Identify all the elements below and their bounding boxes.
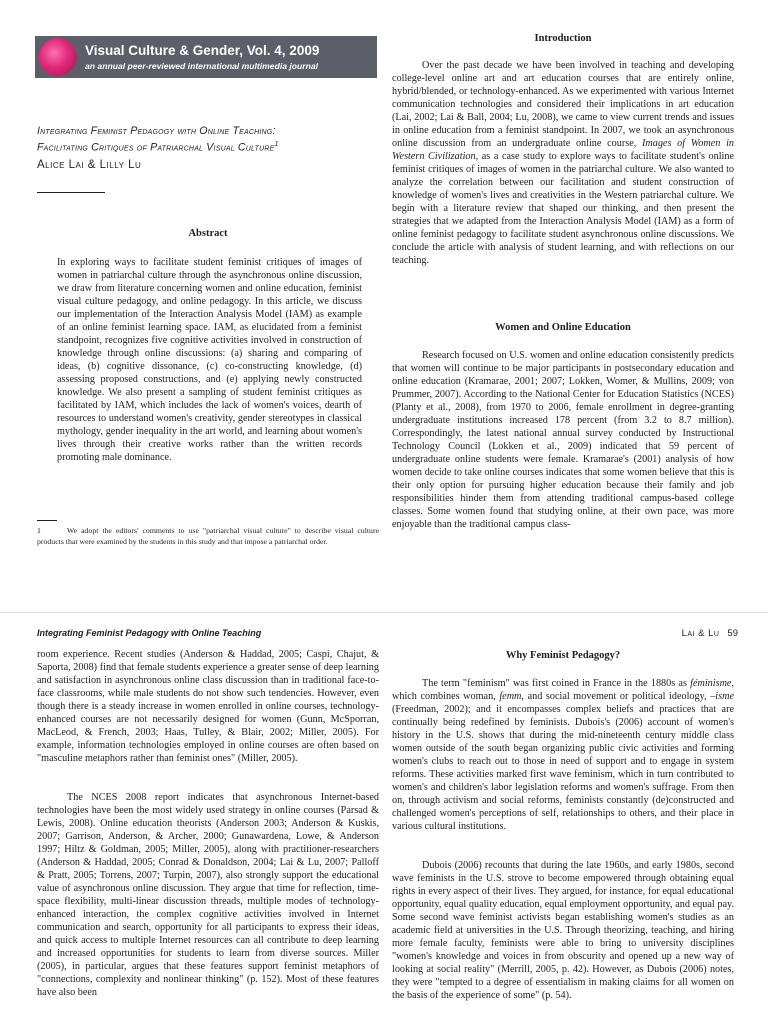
abstract-heading: Abstract — [188, 228, 228, 239]
footnote-number: 1 — [37, 526, 41, 535]
running-header-authors: Lai & Lu — [681, 628, 720, 639]
intro-text-b: , as a case study to explore ways to facilitate student's online feminist critiques of images of women in the patriarchal culture. We also wanted to analyze the correlation between our facilitation and student construction of knowledge of women's lives and creativities in the Western patriarchal culture. We begin with a literature review that shaped our thinking, and then present the strategies that we adapted from the Interaction Analysis Model (IAM) as a form of online feminist pedagogy to facilitate student asynchronous online discussions. We conclude the article with analysis of student learning, and with reflections on our teaching. — [392, 151, 734, 266]
introduction-heading-wrap — [392, 33, 734, 44]
abstract-heading-wrap — [37, 228, 379, 239]
introduction-paragraph — [392, 59, 734, 267]
title-divider — [37, 192, 105, 193]
journal-banner — [35, 36, 377, 78]
article-title-line1: Integrating Feminist Pedagogy with Online Teaching: — [37, 125, 276, 137]
running-header-title: Integrating Feminist Pedagogy with Online Teaching — [37, 628, 262, 638]
journal-logo-icon — [39, 38, 77, 76]
women-online-heading-wrap — [392, 322, 734, 333]
why-feminist-paragraph-1 — [392, 677, 734, 833]
why-term-isme: –isme — [710, 691, 734, 702]
why-term-femm: femm — [499, 691, 522, 702]
why-text-c: , and social movement or political ideology, — [521, 691, 711, 702]
footnote-text: We adopt the editors' comments to use "patriarchal visual culture" to describe visual culture products that were examined by the students in this study and that impose a patriarchal order. — [37, 526, 379, 546]
page-number: 59 — [727, 628, 738, 639]
page2-left-paragraph-2: The NCES 2008 report indicates that asynchronous Internet-based technologies have been the most widely used strategy in online courses (Parsad & Lewis, 2008). Online education theorists (Anderson 2003; Anderson & Kuskis, 2007; Garrison, Anderson, & Archer, 2000; Gunawardena, Lowe, & Anderson 1997; Hiltz & Goldman, 2005; Miller, 2005), along with practitioner-researchers (Anderson & Haddad, 2005; Conrad & Donaldson, 2004; Lai & Lu, 2007; Palloff & Pratt, 2005; Torrens, 2007; Turpin, 2007), also strongly support the educational value of asynchronous online discussion. They argue that time for reflection, time-space flexibility, multi-linear discussion threads, multiple modes of technology-enhanced interaction, the complex cognitive activities involved in Internet communication and search, opportunity for all participants to express their ideas, and quick access to multiple Internet resources can all contribute to deep learning and increased opportunities for students to learn from diverse sources. Miller (2005), in particular, argues that these features support feminist metaphors of "connections, complexity and nonlinear thinking" (p. 152). Most of these features have also been — [37, 792, 379, 998]
page2-left-paragraph-1: room experience. Recent studies (Anderson & Haddad, 2005; Caspi, Chajut, & Saporta, 2008) find that female students experience a greater sense of deep learning and satisfaction in asynchronous online class discussion than in traditional face-to-face classrooms, while male students do not show such tendencies. However, even though there is a steady increase in women enrolled in online courses, technology-enhanced courses are not necessarily designed for women (Gunn, McSporran, MacLeod, & French, 2003; Haas, Tulley, & Blair, 2002; Miller, 2005). For example, information technologies employed in online courses are often based on "masculine metaphors rather than feminist ones" (Miller, 2005). — [37, 649, 379, 764]
why-text-b: , which combines woman, — [392, 678, 734, 702]
article-title-line2: Facilitating Critiques of Patriarchal Visual Culture — [37, 141, 275, 154]
why-feminist-heading: Why Feminist Pedagogy? — [505, 650, 621, 661]
why-text-a: The term "feminism" was first coined in France in the 1880s as — [422, 678, 691, 689]
journal-title: Visual Culture & Gender, Vol. 4, 2009 — [85, 43, 320, 58]
women-online-heading: Women and Online Education — [495, 322, 631, 333]
introduction-heading: Introduction — [534, 33, 592, 44]
why-feminist-paragraph-2: Dubois (2006) recounts that during the late 1960s, and early 1980s, second wave feminists in the U.S. strove to become empowered through obtaining equal rights in every aspect of their lives. They argued, for instance, for equal educational opportunity, equal quality education, equal employment opportunity, and equal pay. Some second wave feminist activists began establishing women's studies as an academic field at universities in the U.S. Through theorizing, teaching, and hiring more female faculty, feminists were able to bring to university disciplines "women's knowledge and voices in from obscurity and opened up a new way of looking at social reality" (Merrill, 2005, p. 42). However, as Dubois (2006) notes, they were "tempted to a degree of essentialism in making claims for all women on the basis of the experience of some" (p. 54). — [392, 860, 734, 1001]
journal-subtitle: an annual peer-reviewed international multimedia journal — [85, 61, 319, 71]
why-term-feminisme: féminisme — [690, 678, 732, 689]
article-title — [37, 124, 382, 155]
running-header-right — [640, 628, 738, 639]
intro-course-title: Images of Women in Western Civilization — [392, 138, 735, 162]
title-footnote-marker[interactable]: 1 — [274, 141, 279, 148]
why-text-d: (Freedman, 2002); and it encompasses complex beliefs and practices that are continually being redefined by feminists. Dubois's (2006) account of women's history in the U.S. shows that during the mid-nineteenth century middle class women outside of the south began organizing public civic activities and forming women's clubs to reach out to those in need of support and to engage in system reforms. These activities marked first wave feminism, which in turn contributed to women's and children's labor legislation reforms and women's suffrage. From then on, through activism and social reforms, feminists constantly (de)constructed and challenged women's perceptions of self, relationships to others, and their place in various cultural institutions. — [392, 704, 734, 832]
page-divider — [0, 612, 768, 613]
intro-text-a: Over the past decade we have been involved in teaching and developing college-level online art and art education courses that are entirely online, hybrid/blended, or technology-enhanced. As we experimented with various Internet communication technologies and considered their implications in art education (Lai, 2002; Lai & Ball, 2004; Lu, 2008), we came to view current trends and issues in online education from a feminist standpoint. In 2007, we took an asynchronous online discussion from an undergraduate online course, — [392, 60, 734, 149]
footnote-divider — [37, 520, 57, 521]
women-online-paragraph: Research focused on U.S. women and online education consistently predicts that women will continue to be major participants in postsecondary education and online education (Kramarae, 2001; 2007; Lokken, Womer, & Mullins, 2009; von Prummer, 2007). According to the National Center for Education Statistics (NCES) (Planty et al., 2008), from 1970 to 2006, female enrollment in degree-granting undergraduate institutions increased 178 percent (from 3.2 to 8.7 million). Correspondingly, the latest national annual survey conducted by Instructional Technology Council (Lokken et al., 2009) indicated that 59 percent of undergraduate online students were female. Kramarae's (2001) analysis of how women decide to take online courses indicates that some women believe that this is their only option for pursuing higher education because their family and job responsibilities hinder them from attending traditional campus-based college classes. Some women found that studying online, at their own pace, was more enjoyable than the traditional campus class- — [392, 350, 734, 530]
article-authors: Alice Lai & Lilly Lu — [37, 159, 142, 171]
abstract-text: In exploring ways to facilitate student feminist critiques of images of women in patriarchal culture through the asynchronous online discussion, we draw from literature concerning women and online education, feminist visual culture pedagogy, and online pedagogy. In this article, we discuss our implementation of the Interaction Analysis Model (IAM) as example of an online feminist learning space. IAM, as elucidated from a feminist standpoint, recognizes five cognitive activities involved in construction of knowledge through online discussions: (a) sharing and comparing of ideas, (b) cognitive dissonance, (c) co-constructing knowledge, (d) assessing proposed constructions, and (e) applying newly constructed knowledge. We also present a sampling of student feminist critiques as facilitated by IAM, which includes the lack of women's voices, dearth of resources to understand women's creativity, gender stereotypes in classical mythology, gender inequality in the art world, and learning about women's lives through their creative works rather than the written records promoting male dominance. — [57, 257, 362, 463]
why-feminist-heading-wrap — [392, 650, 734, 661]
footnote — [37, 525, 379, 547]
